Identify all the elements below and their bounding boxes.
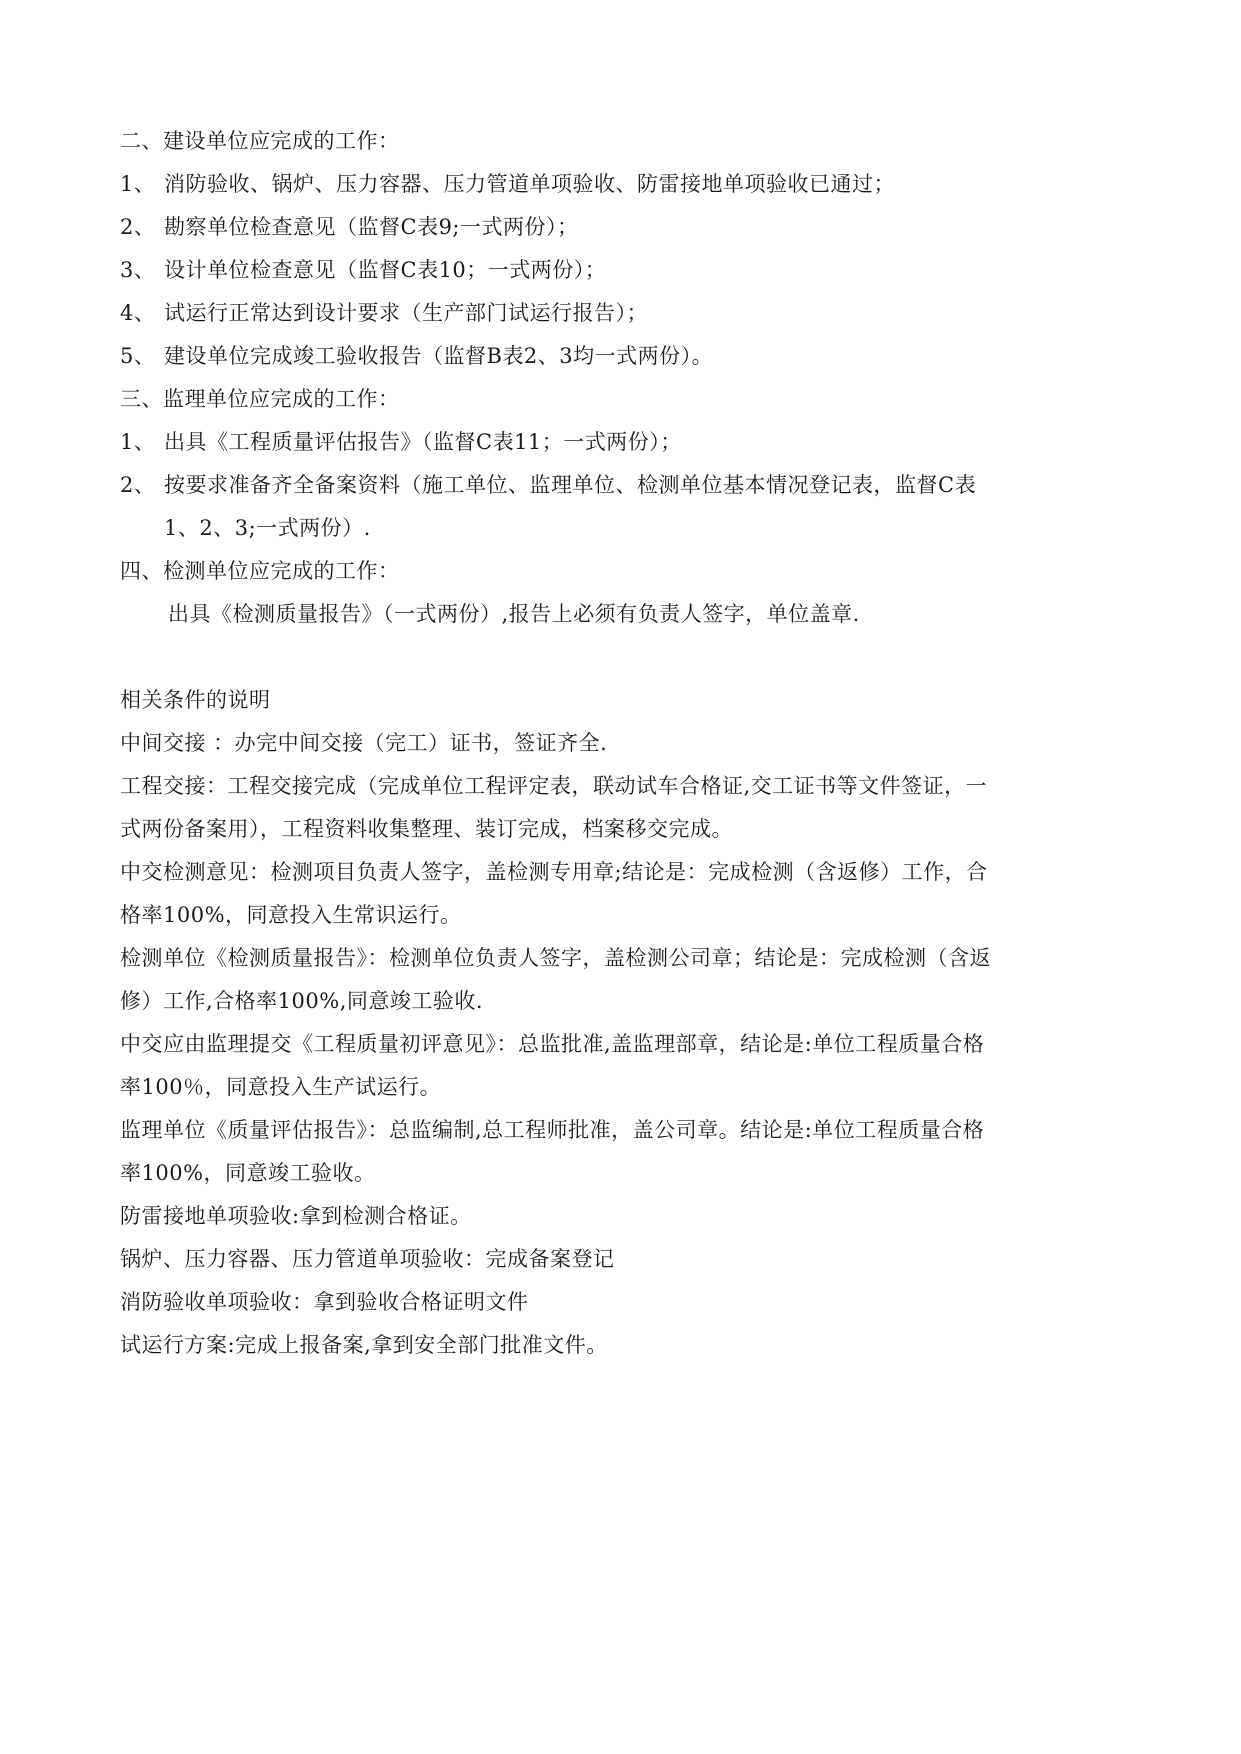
document-body (120, 120, 1130, 1367)
list-item-number: 4、 (120, 301, 156, 325)
condition-entry: 试运行方案:完成上报备案,拿到安全部门批准文件。 (120, 1333, 608, 1357)
condition-entry: 检测单位《检测质量报告》：检测单位负责人签字，盖检测公司章；结论是：完成检测（含返 (120, 946, 991, 970)
list-item-text: 试运行正常达到设计要求（生产部门试运行报告）； (164, 301, 648, 325)
condition-entry-continuation: 率100%，同意竣工验收。 (120, 1161, 376, 1185)
list-item-number: 2、 (120, 473, 156, 497)
list-item-number: 2、 (120, 215, 156, 239)
list-item-number: 3、 (120, 258, 156, 282)
list-item (120, 163, 1130, 206)
section-paragraph-testing: 出具《检测质量报告》（一式两份）,报告上必须有负责人签字，单位盖章. (168, 602, 860, 626)
list-item-text: 建设单位完成竣工验收报告（监督B表2、3均一式两份）。 (164, 344, 714, 368)
condition-entry: 工程交接：工程交接完成（完成单位工程评定表，联动试车合格证,交工证书等文件签证，一 (120, 774, 988, 798)
condition-entry: 锅炉、压力容器、压力管道单项验收：完成备案登记 (120, 1247, 615, 1271)
condition-entry-continuation: 格率100%，同意投入生常识运行。 (120, 903, 462, 927)
list-item (120, 206, 1130, 249)
list-item-text: 按要求准备齐全备案资料（施工单位、监理单位、检测单位基本情况登记表，监督C表 (164, 473, 977, 497)
list-item-number: 5、 (120, 344, 156, 368)
list-item-continuation: 1、2、3;一式两份）. (164, 516, 371, 540)
condition-entry: 中交检测意见：检测项目负责人签字，盖检测专用章;结论是：完成检测（含返修）工作，合 (120, 860, 988, 884)
condition-entry-continuation: 式两份备案用），工程资料收集整理、装订完成，档案移交完成。 (120, 817, 733, 841)
condition-entry: 中间交接 ：办完中间交接（完工）证书，签证齐全. (120, 731, 608, 755)
condition-entry-continuation: 率100％，同意投入生产试运行。 (120, 1075, 442, 1099)
list-item (120, 464, 1130, 507)
list-item (120, 335, 1130, 378)
condition-entry: 消防验收单项验收：拿到验收合格证明文件 (120, 1290, 529, 1314)
list-item (120, 421, 1130, 464)
conditions-heading: 相关条件的说明 (120, 688, 271, 712)
list-item (120, 292, 1130, 335)
list-item-text: 勘察单位检查意见（监督C表9;一式两份）； (164, 215, 579, 239)
list-item (120, 249, 1130, 292)
list-item-text: 设计单位检查意见（监督C表10；一式两份）； (164, 258, 607, 282)
condition-entry-continuation: 修）工作,合格率100%,同意竣工验收. (120, 989, 484, 1013)
list-item-number: 1、 (120, 430, 156, 454)
condition-entry: 防雷接地单项验收:拿到检测合格证。 (120, 1204, 472, 1228)
condition-entry: 中交应由监理提交《工程质量初评意见》：总监批准,盖监理部章，结论是:单位工程质量合格 (120, 1032, 985, 1056)
list-item-text: 出具《工程质量评估报告》（监督C表11；一式两份）； (164, 430, 682, 454)
section-heading-testing: 四、检测单位应完成的工作： (120, 559, 400, 583)
blank-line (120, 636, 1130, 679)
list-item-text: 消防验收、锅炉、压力容器、压力管道单项验收、防雷接地单项验收已通过； (164, 172, 895, 196)
section-heading-construction: 二、建设单位应完成的工作： (120, 129, 400, 153)
section-heading-supervision: 三、监理单位应完成的工作： (120, 387, 400, 411)
list-item-number: 1、 (120, 172, 156, 196)
condition-entry: 监理单位《质量评估报告》：总监编制,总工程师批准，盖公司章。结论是:单位工程质量合格 (120, 1118, 985, 1142)
